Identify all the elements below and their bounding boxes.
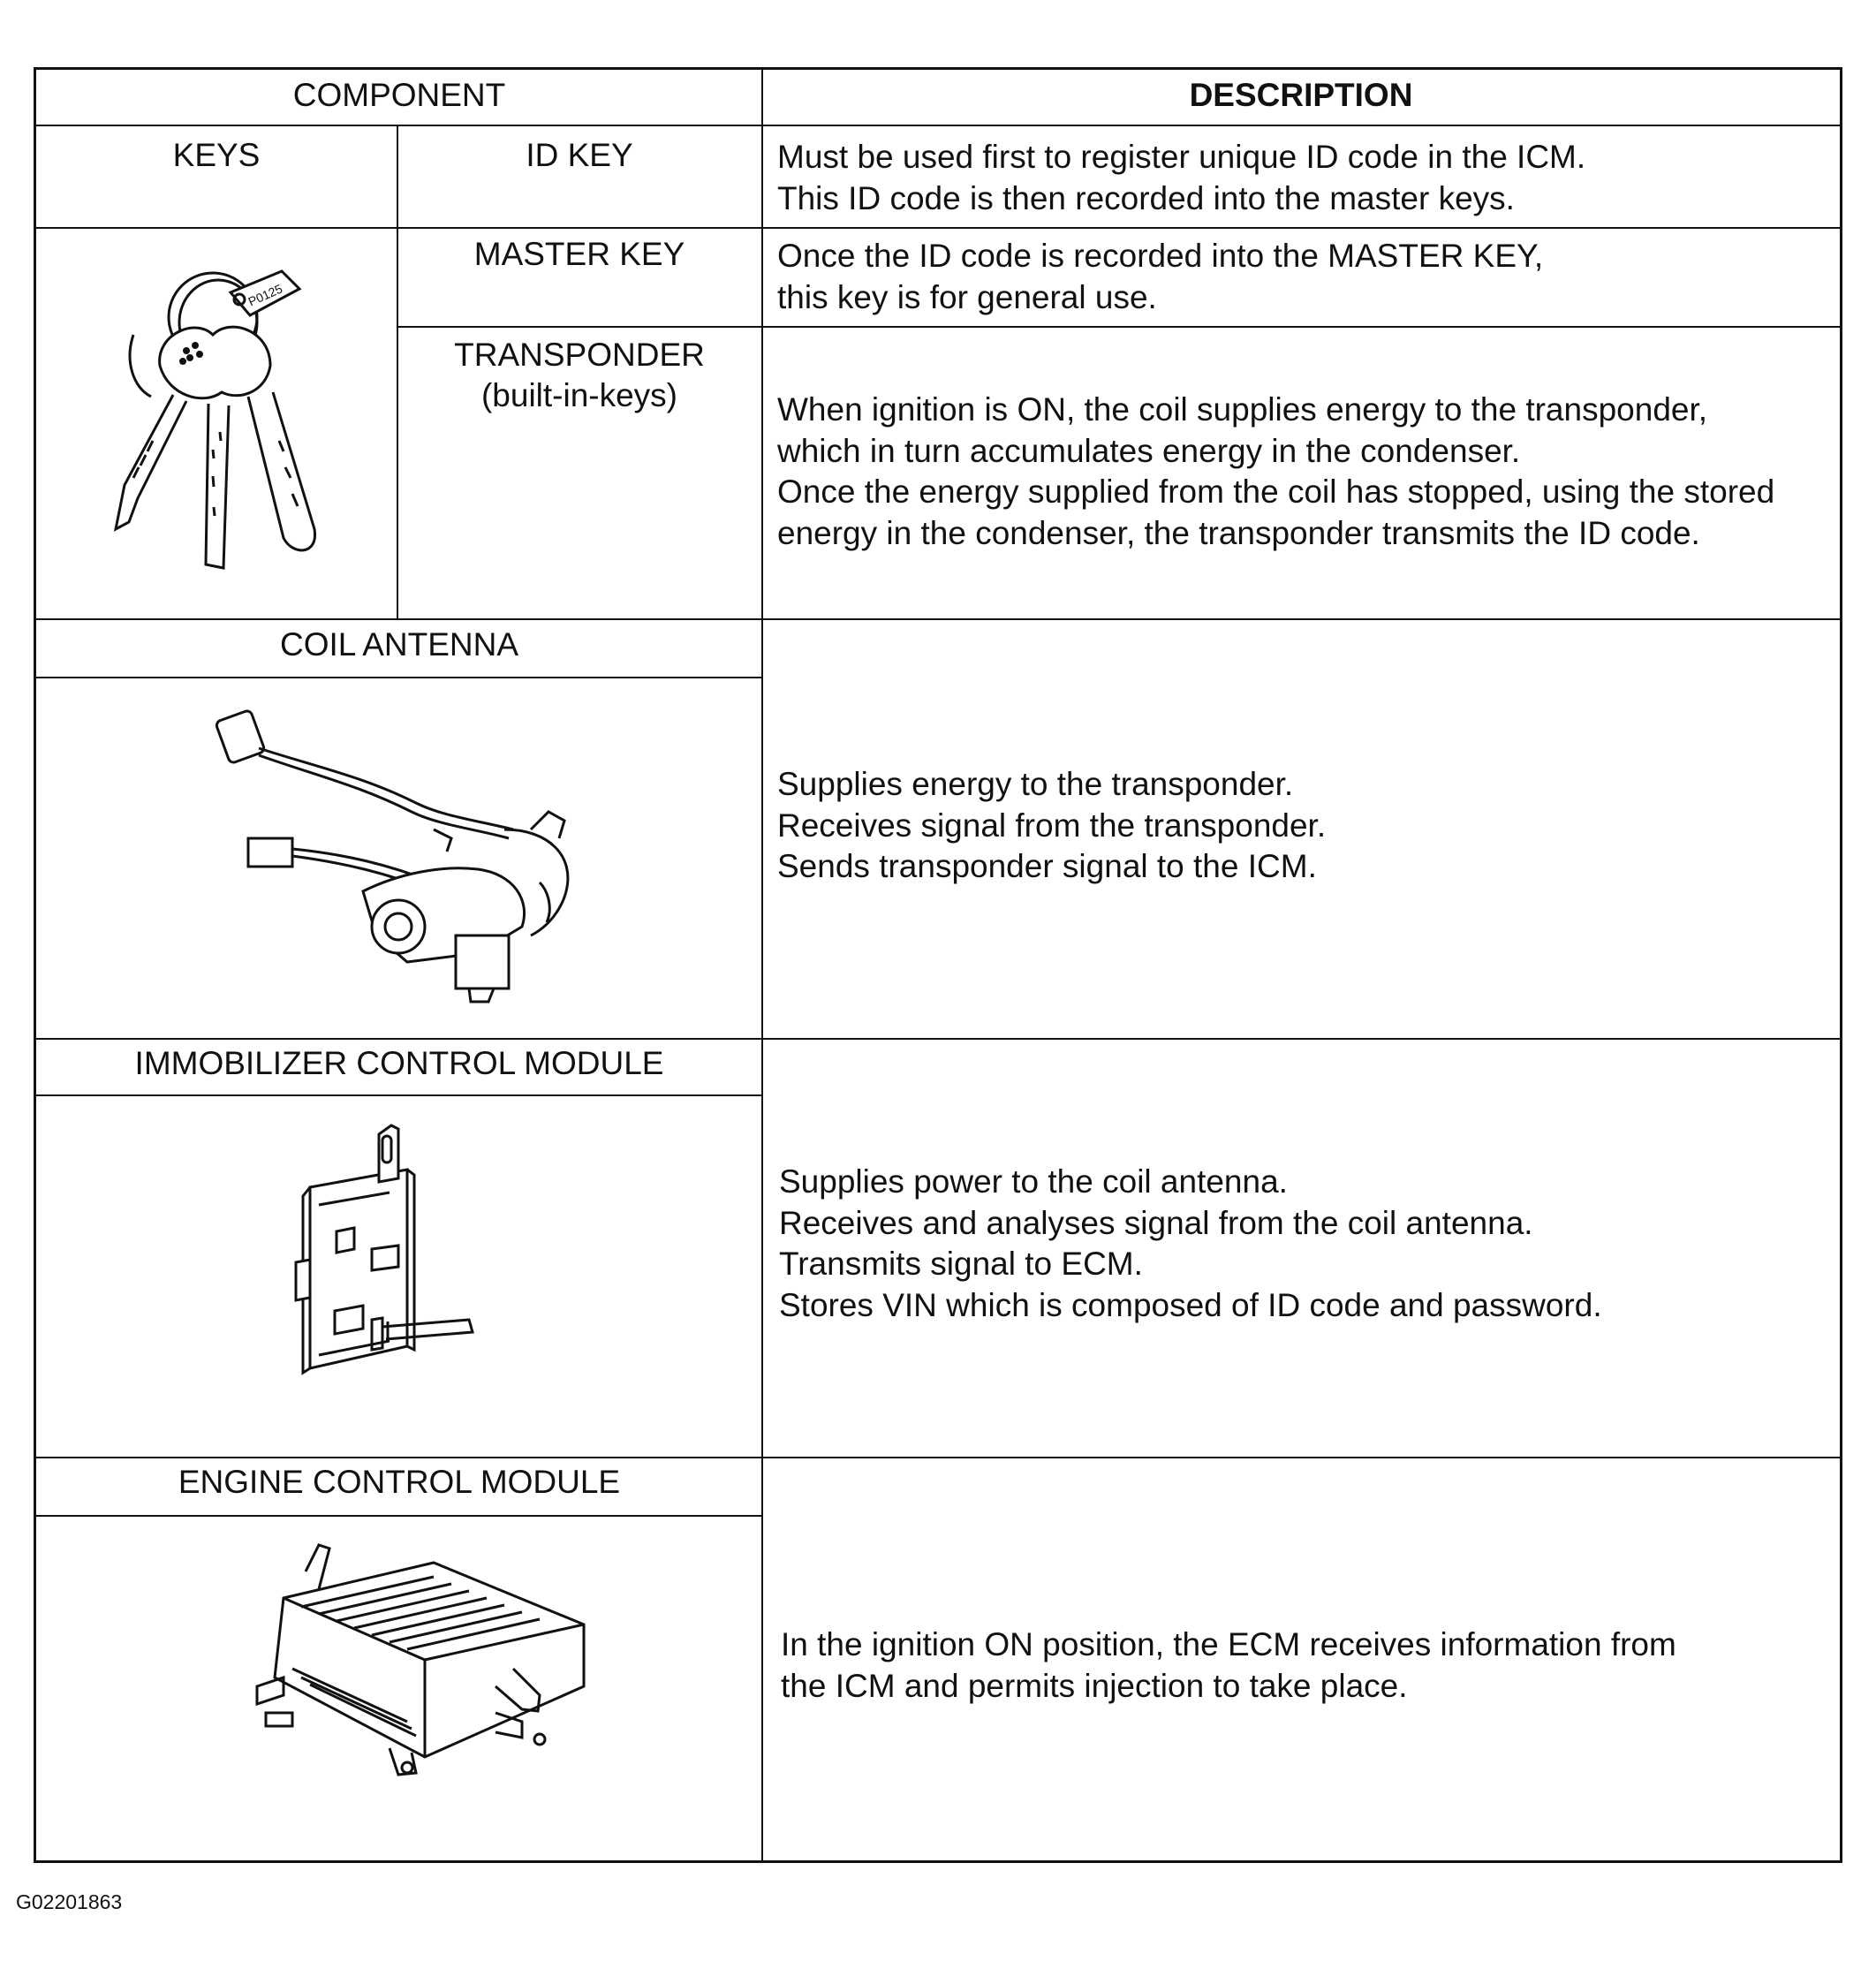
rule-coil-label bbox=[36, 677, 763, 678]
description-line: Once the energy supplied from the coil has stopped, using the stored bbox=[777, 473, 1775, 510]
transponder-description bbox=[777, 390, 1774, 554]
header-component: COMPONENT bbox=[292, 77, 506, 113]
master-key-description bbox=[777, 236, 1543, 318]
header-description: DESCRIPTION bbox=[1189, 77, 1413, 113]
icm-description bbox=[779, 1162, 1602, 1326]
transponder-sublabel: (built-in-keys) bbox=[480, 377, 678, 413]
ecm-label: ENGINE CONTROL MODULE bbox=[178, 1464, 621, 1500]
description-line: Transmits signal to ECM. bbox=[779, 1246, 1143, 1282]
rule-coil-end bbox=[36, 1038, 1840, 1040]
description-line: Must be used first to register unique ID code in the ICM. bbox=[777, 139, 1586, 175]
rule-keys-end bbox=[36, 618, 1840, 620]
description-line: this key is for general use. bbox=[777, 278, 1157, 315]
rule-icm-label bbox=[36, 1094, 763, 1096]
coil-antenna-description bbox=[777, 764, 1326, 888]
ecm-illustration bbox=[231, 1536, 601, 1801]
icm-illustration bbox=[284, 1117, 540, 1417]
description-line: Receives and analyses signal from the coil antenna. bbox=[779, 1204, 1533, 1241]
id-key-label: ID KEY bbox=[526, 137, 633, 173]
figure-code: G02201863 bbox=[16, 1890, 123, 1913]
component-description-table bbox=[34, 67, 1842, 1863]
description-line: which in turn accumulates energy in the condenser. bbox=[777, 432, 1521, 469]
rule-col-divider bbox=[761, 70, 763, 1860]
rule-icm-end bbox=[36, 1457, 1840, 1458]
description-line: In the ignition ON position, the ECM receives information from bbox=[781, 1626, 1676, 1662]
description-line: Once the ID code is recorded into the MASTER KEY, bbox=[777, 238, 1544, 274]
description-line: Supplies power to the coil antenna. bbox=[779, 1163, 1288, 1200]
description-line: Receives signal from the transponder. bbox=[777, 807, 1327, 844]
rule-header bbox=[36, 125, 1840, 126]
coil-antenna-illustration bbox=[213, 697, 601, 1024]
description-line: Supplies energy to the transponder. bbox=[777, 766, 1294, 802]
key-tag-text: P0125 bbox=[246, 281, 285, 309]
description-line: Stores VIN which is composed of ID code and password. bbox=[779, 1286, 1602, 1323]
keys-label: KEYS bbox=[172, 137, 261, 173]
description-line: This ID code is then recorded into the master keys. bbox=[777, 179, 1515, 216]
ecm-description bbox=[781, 1624, 1676, 1707]
id-key-description bbox=[777, 137, 1585, 219]
master-key-label: MASTER KEY bbox=[473, 236, 685, 272]
rule-ecm-label bbox=[36, 1515, 763, 1517]
keys-illustration bbox=[98, 246, 363, 600]
description-line: When ignition is ON, the coil supplies energy to the transponder, bbox=[777, 391, 1708, 428]
description-line: Sends transponder signal to the ICM. bbox=[777, 848, 1317, 884]
rule-id-key bbox=[36, 227, 1840, 229]
icm-label: IMMOBILIZER CONTROL MODULE bbox=[134, 1045, 664, 1081]
description-line: energy in the condenser, the transponder transmits the ID code. bbox=[777, 514, 1700, 551]
coil-antenna-label: COIL ANTENNA bbox=[279, 626, 519, 663]
description-line: the ICM and permits injection to take place. bbox=[781, 1667, 1408, 1704]
transponder-label: TRANSPONDER bbox=[454, 337, 705, 373]
rule-master-key bbox=[397, 326, 1840, 328]
